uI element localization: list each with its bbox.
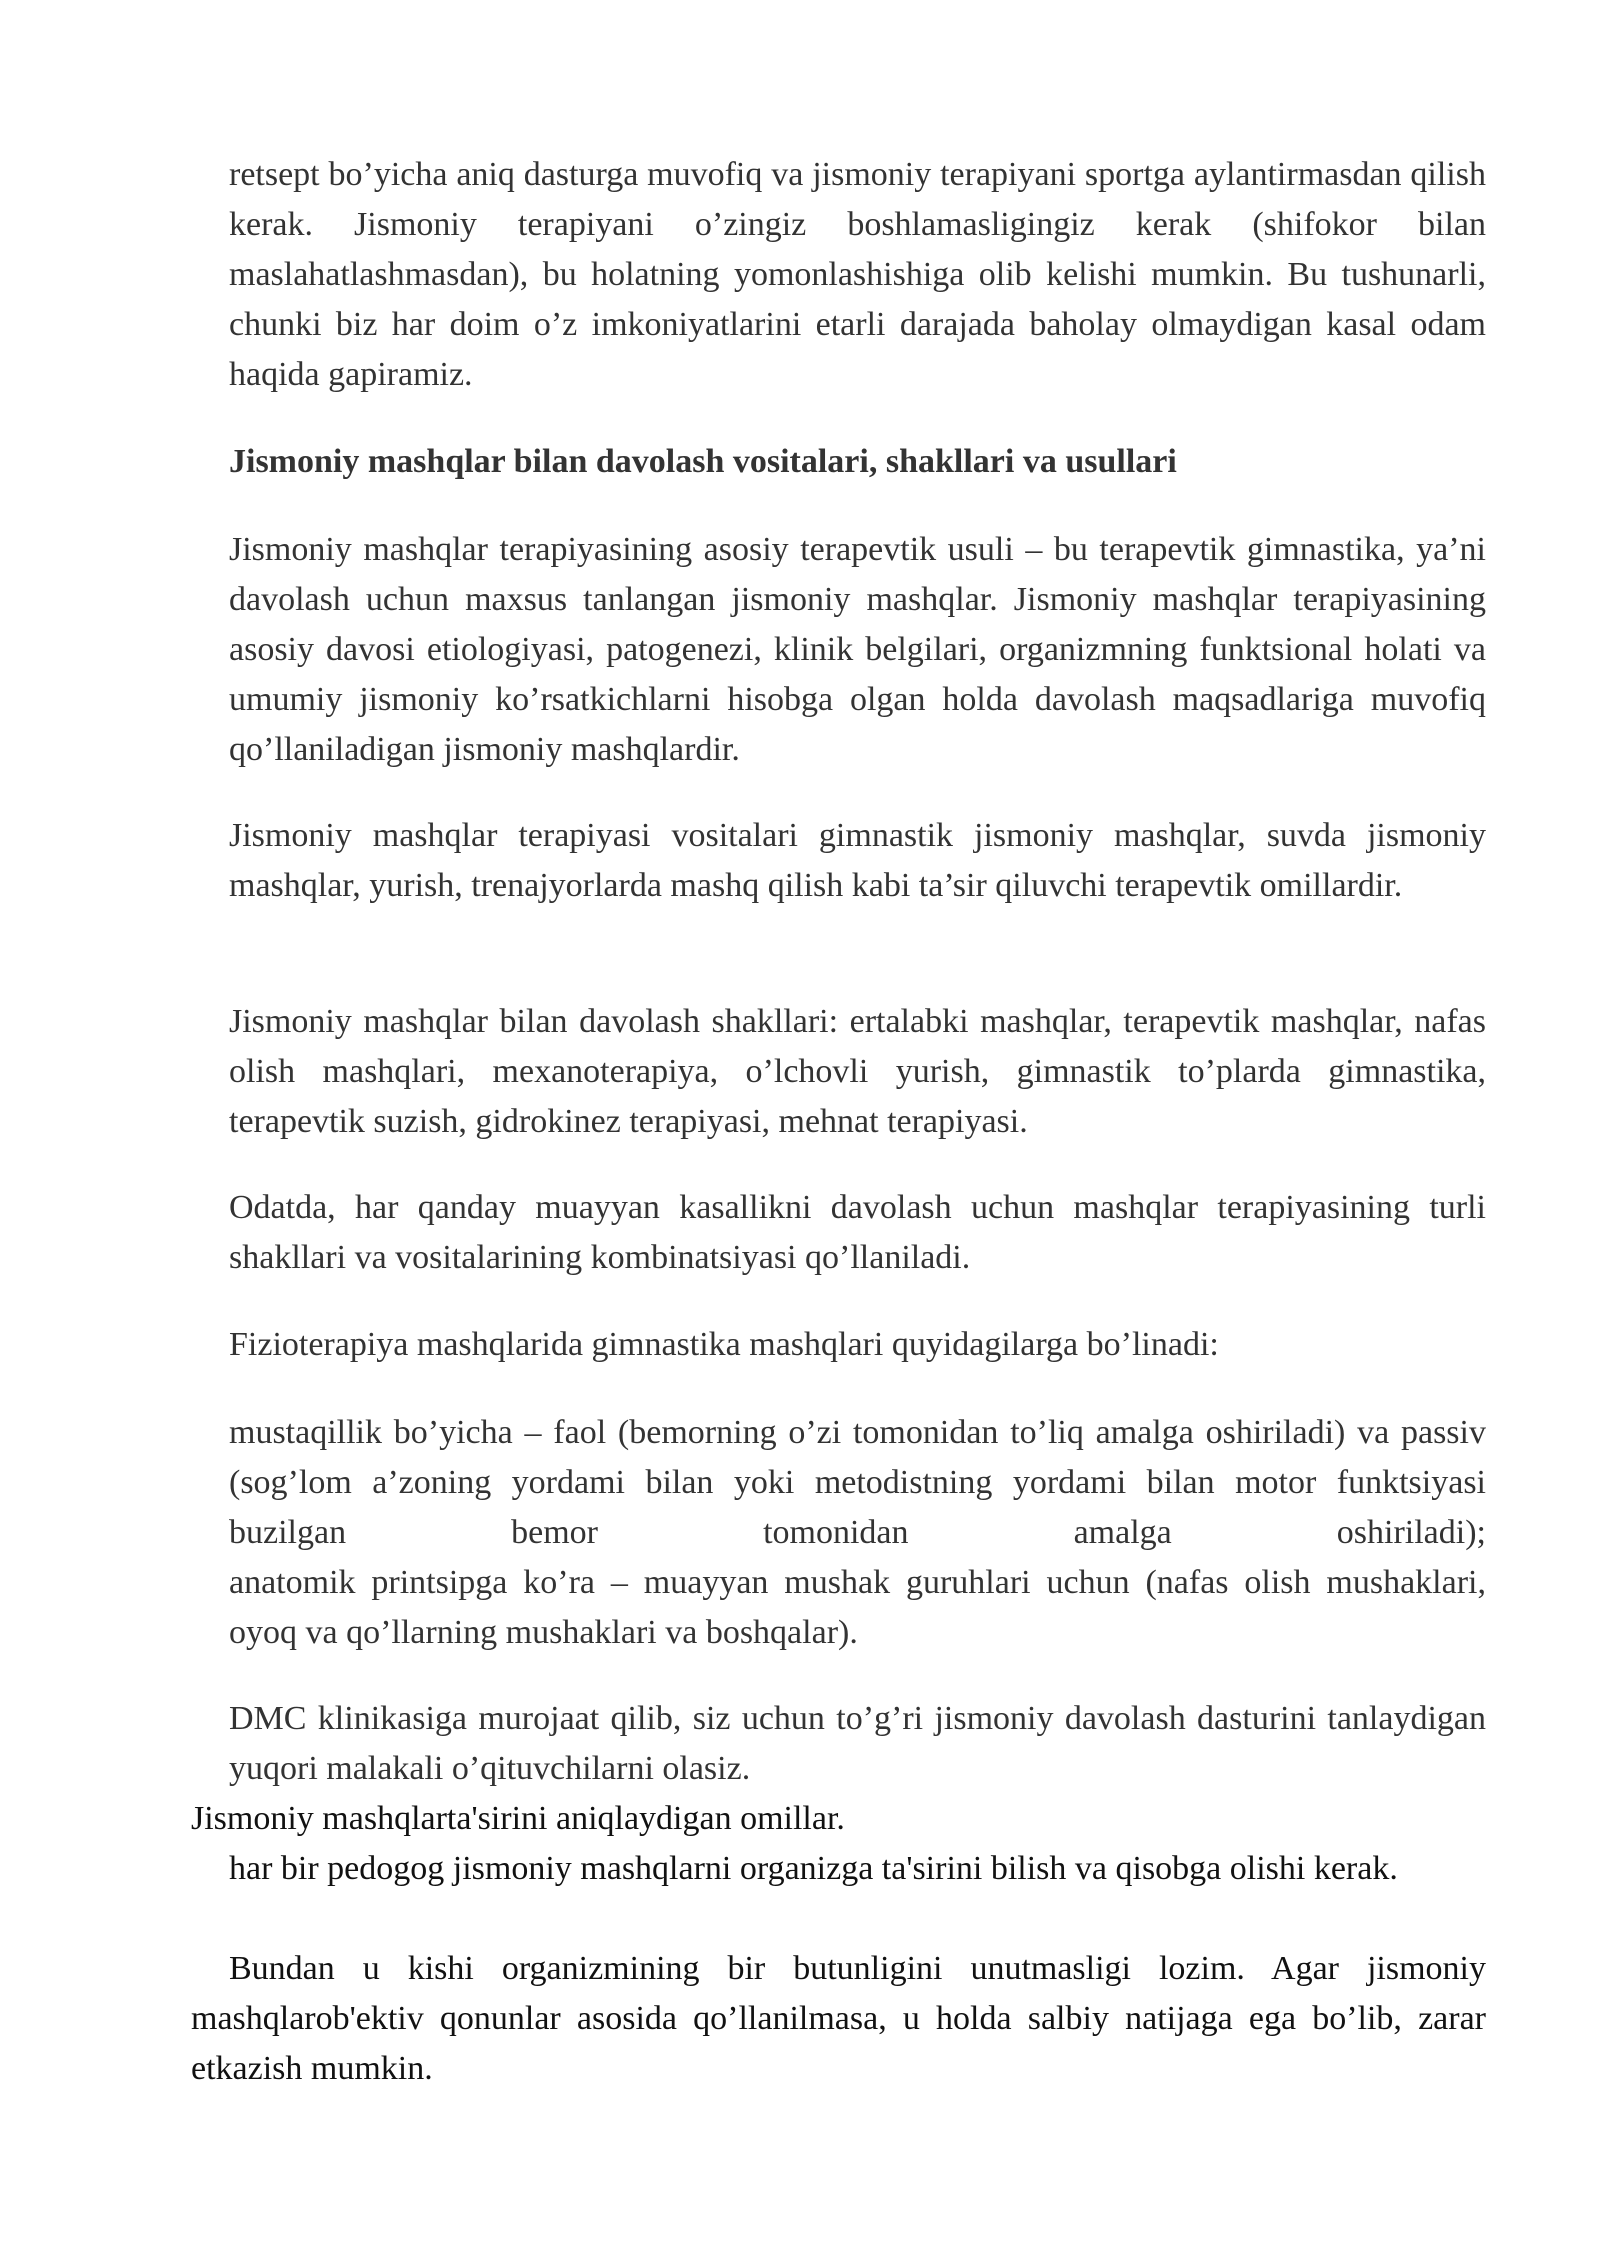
paragraph-pedagogue: har bir pedogog jismoniy mashqlarni organizga ta'sirini bilish va qisobga olishi kerak.	[229, 1850, 1398, 1887]
paragraph-factors-title: Jismoniy mashqlarta'sirini aniqlaydigan omillar.	[191, 1800, 845, 1837]
paragraph-prescription-note: retsept bo’yicha aniq dasturga muvofiq va jismoniy terapiyani sportga aylantirmasdan qilish kerak. Jismoniy terapiyani o’zingiz boshlamasligingiz kerak (shifokor bilan maslahatlashmasdan), bu holatning yomonlashishiga olib kelishi mumkin. Bu tushunarli, chunki biz har doim o’z imkoniyatlarini etarli darajada baholay olmaydigan kasal odam haqida gapiramiz.	[229, 156, 1486, 393]
paragraph-anatomical-criterion: anatomik printsipga ko’ra – muayyan mushak guruhlari uchun (nafas olish mushaklari, oyoq va qo’llarning mushaklari va boshqalar).	[229, 1564, 1486, 1651]
paragraph-classification-intro: Fizioterapiya mashqlarida gimnastika mashqlari quyidagilarga bo’linadi:	[229, 1326, 1219, 1363]
paragraph-therapeutic-method: Jismoniy mashqlar terapiyasining asosiy terapevtik usuli – bu terapevtik gimnastika, ya’ni davolash uchun maxsus tanlangan jismoniy mashqlar. Jismoniy mashqlar terapiyasining asosiy davosi etiologiyasi, patogenezi, klinik belgilari, organizmning funktsional holati va umumiy jismoniy ko’rsatkichlarni hisobga olgan holda davolash maqsadlariga muvofiq qo’llaniladigan jismoniy mashqlardir.	[229, 531, 1486, 768]
paragraph-dmc-clinic: DMC klinikasiga murojaat qilib, siz uchun to’g’ri jismoniy davolash dasturini tanlaydigan yuqori malakali o’qituvchilarni olasiz.	[229, 1700, 1486, 1787]
paragraph-organism-integrity: Bundan u kishi organizmining bir butunligini unutmasligi lozim. Agar jismoniy mashqlarob'ektiv qonunlar asosida qo’llanilmasa, u holda salbiy natijaga ega bo’lib, zarar etkazish mumkin.	[191, 1950, 1486, 2087]
section-heading: Jismoniy mashqlar bilan davolash vositalari, shakllari va usullari	[229, 443, 1177, 480]
paragraph-combination: Odatda, har qanday muayyan kasallikni davolash uchun mashqlar terapiyasining turli shakllari va vositalarining kombinatsiyasi qo’llaniladi.	[229, 1189, 1486, 1276]
paragraph-treatment-forms: Jismoniy mashqlar bilan davolash shakllari: ertalabki mashqlar, terapevtik mashqlar, nafas olish mashqlari, mexanoterapiya, o’lchovli yurish, gimnastik to’plarda gimnastika, terapevtik suzish, gidrokinez terapiyasi, mehnat terapiyasi.	[229, 1003, 1486, 1140]
paragraph-therapy-means: Jismoniy mashqlar terapiyasi vositalari gimnastik jismoniy mashqlar, suvda jismoniy mashqlar, yurish, trenajyorlarda mashq qilish kabi ta’sir qiluvchi terapevtik omillardir.	[229, 817, 1486, 904]
paragraph-independence-criterion: mustaqillik bo’yicha – faol (bemorning o’zi tomonidan to’liq amalga oshiriladi) va passiv (sog’lom a’zoning yordami bilan yoki metodistning yordami bilan motor funktsiyasi buzilgan bemor tomonidan amalga oshiriladi);	[229, 1414, 1486, 1551]
